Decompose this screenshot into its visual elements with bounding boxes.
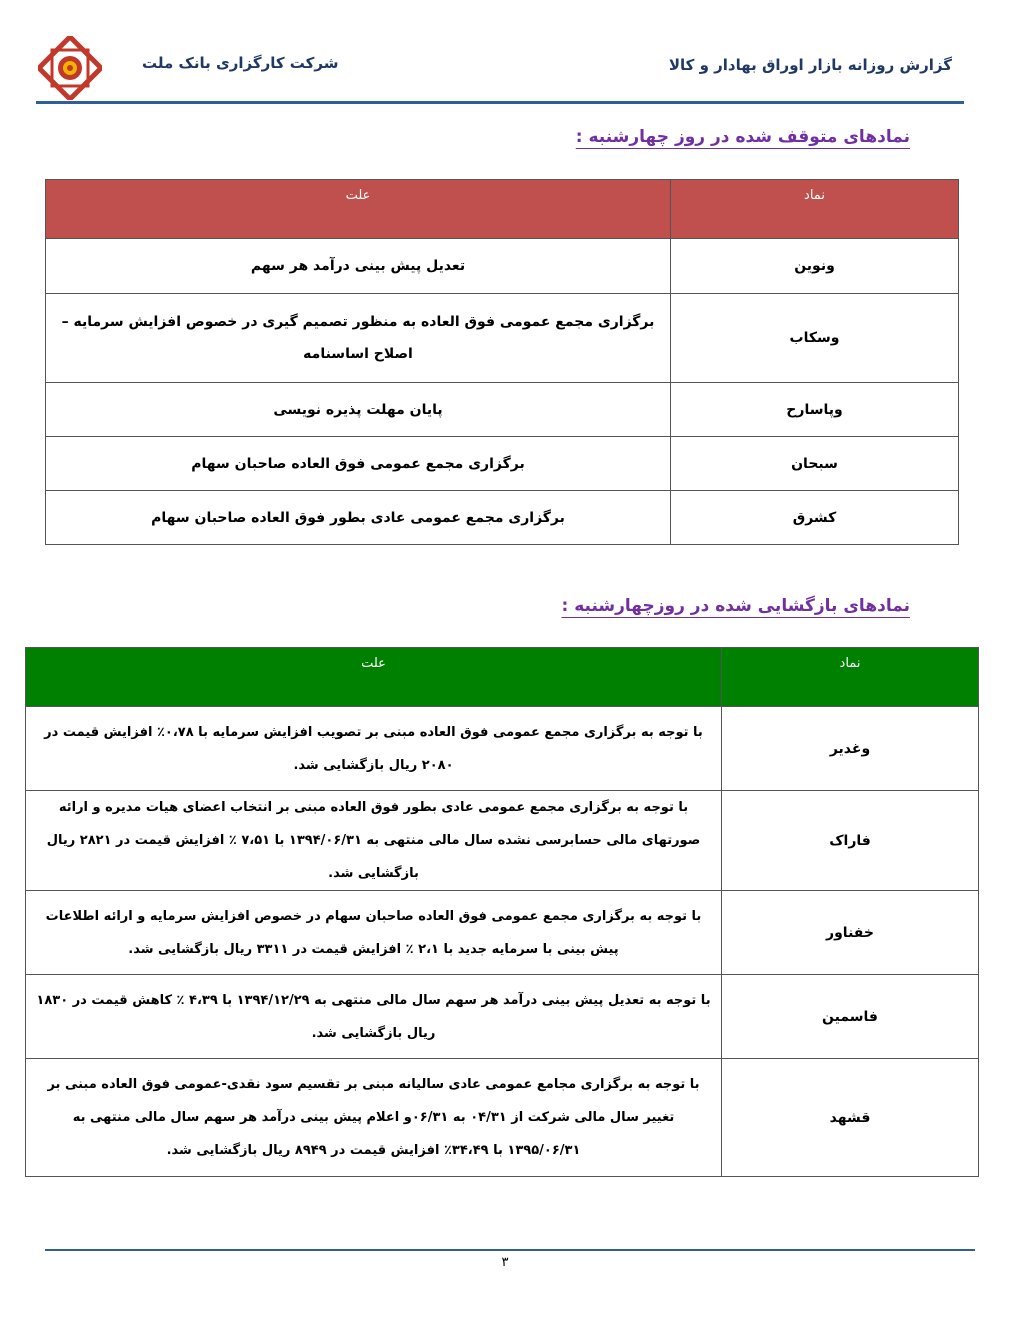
- reason-cell: با توجه به تعدیل پیش بینی درآمد هر سهم سال مالی منتهی به ۱۳۹۴/۱۲/۲۹ با ۴،۳۹ ٪ کاهش قیمت در ۱۸۳۰ ریال بازگشایی شد.: [26, 975, 722, 1059]
- table-row: [26, 891, 979, 975]
- halted-symbols-table: [45, 179, 959, 545]
- table-row: [26, 1059, 979, 1177]
- symbol-cell: وپاسارح: [671, 383, 959, 437]
- column-header-reason: علت: [26, 648, 722, 707]
- table-row: [46, 294, 959, 383]
- symbol-cell: کشرق: [671, 491, 959, 545]
- symbol-cell: قشهد: [722, 1059, 979, 1177]
- reason-cell: پایان مهلت پذیره نویسی: [46, 383, 671, 437]
- footer-divider: [45, 1249, 975, 1251]
- bank-mellat-logo: [38, 36, 102, 100]
- reason-cell: با توجه به برگزاری مجمع عمومی فوق العاده صاحبان سهام در خصوص افزایش سرمایه و ارائه اطلاعات پیش بینی با سرمایه جدید با ۲،۱ ٪ افزایش قیمت در ۳۳۱۱ ریال بازگشایی شد.: [26, 891, 722, 975]
- symbol-cell: ونوین: [671, 239, 959, 294]
- reopened-symbols-table: [25, 647, 979, 1177]
- table-row: [26, 975, 979, 1059]
- symbol-cell: خفناور: [722, 891, 979, 975]
- symbol-cell: فاسمین: [722, 975, 979, 1059]
- page-number: ۳: [501, 1255, 509, 1270]
- reason-cell: برگزاری مجمع عمومی عادی بطور فوق العاده صاحبان سهام: [46, 491, 671, 545]
- symbol-cell: وسکاب: [671, 294, 959, 383]
- company-name: شرکت کارگزاری بانک ملت: [142, 54, 339, 72]
- column-header-symbol: نماد: [722, 648, 979, 707]
- table-row: [26, 791, 979, 891]
- report-title: گزارش روزانه بازار اوراق بهادار و کالا: [668, 56, 952, 74]
- table-row: [26, 707, 979, 791]
- reason-cell: با توجه به برگزاری مجمع عمومی فوق العاده مبنی بر تصویب افزایش سرمایه با ۰،۷۸٪ افزایش قیمت در ۲۰۸۰ ریال بازگشایی شد.: [26, 707, 722, 791]
- column-header-reason: علت: [46, 180, 671, 239]
- table-row: [46, 383, 959, 437]
- header-divider: [36, 101, 964, 104]
- table-row: [46, 239, 959, 294]
- symbol-cell: وغدیر: [722, 707, 979, 791]
- reason-cell: تعدیل پیش بینی درآمد هر سهم: [46, 239, 671, 294]
- halted-section-title: نمادهای متوقف شده در روز چهارشنبه :: [575, 127, 910, 147]
- reopened-section-title: نمادهای بازگشایی شده در روزچهارشنبه :: [561, 596, 910, 616]
- reason-cell: برگزاری مجمع عمومی فوق العاده به منظور تصمیم گیری در خصوص افزایش سرمایه –اصلاح اساسنامه: [46, 294, 671, 383]
- reason-cell: با توجه به برگزاری مجمع عمومی عادی بطور فوق العاده مبنی بر انتخاب اعضای هیات مدیره و ارائه صورتهای مالی حسابرسی نشده سال مالی منتهی به ۱۳۹۴/۰۶/۳۱ با ۷،۵۱ ٪ افزایش قیمت در ۲۸۲۱ ریال بازگشایی شد.: [26, 791, 722, 891]
- column-header-symbol: نماد: [671, 180, 959, 239]
- symbol-cell: سبحان: [671, 437, 959, 491]
- reason-cell: با توجه به برگزاری مجامع عمومی عادی سالیانه مبنی بر تقسیم سود نقدی-عمومی فوق العاده مبنی بر تغییر سال مالی شرکت از ۰۴/۳۱ به ۰۶/۳۱و اعلام پیش بینی درآمد هر سهم سال مالی منتهی به ۱۳۹۵/۰۶/۳۱ با ۳۴،۴۹٪ افزایش قیمت در ۸۹۴۹ ریال بازگشایی شد.: [26, 1059, 722, 1177]
- table-row: [46, 491, 959, 545]
- reason-cell: برگزاری مجمع عمومی فوق العاده صاحبان سهام: [46, 437, 671, 491]
- table-header-row: [46, 180, 959, 239]
- symbol-cell: فاراک: [722, 791, 979, 891]
- table-header-row: [26, 648, 979, 707]
- table-row: [46, 437, 959, 491]
